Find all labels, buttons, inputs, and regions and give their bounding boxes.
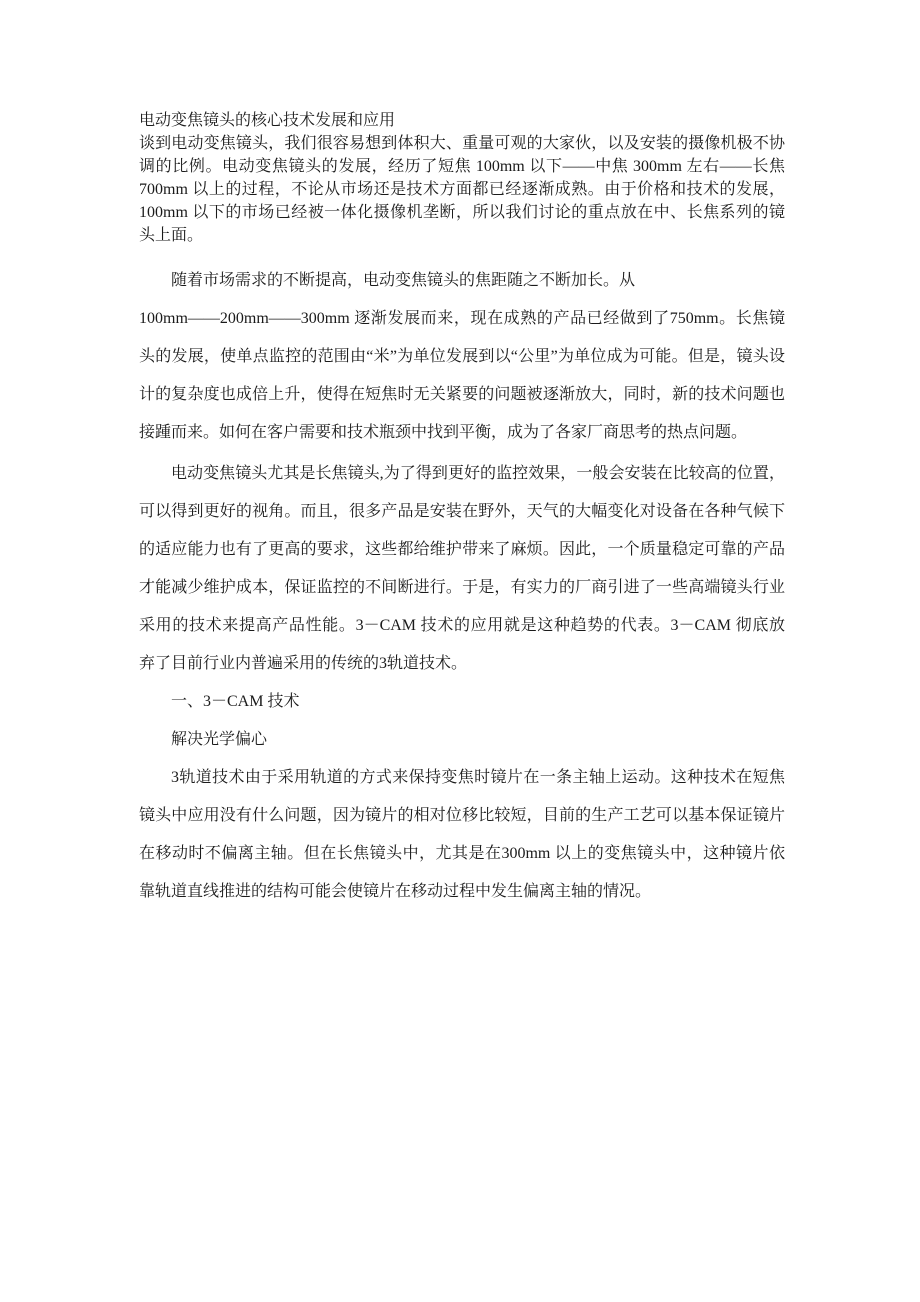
- document-title: 电动变焦镜头的核心技术发展和应用: [139, 112, 396, 129]
- heading: [139, 721, 785, 759]
- text-line: 的适应能力也有了更高的要求，这些都给维护带来了麻烦。因此，一个质量稳定可靠的产品: [139, 541, 785, 558]
- text-line: 电动变焦镜头尤其是长焦镜头,为了得到更好的监控效果，一般会安装在比较高的位置，: [171, 465, 785, 482]
- text-line: 100mm 以下的市场已经被一体化摄像机垄断，所以我们讨论的重点放在中、长焦系列的镜: [139, 204, 785, 221]
- text-line: 700mm 以上的过程，不论从市场还是技术方面都已经逐渐成熟。由于价格和技术的发展，: [139, 181, 785, 198]
- paragraph: [139, 132, 785, 247]
- text-line: 才能减少维护成本，保证监控的不间断进行。于是，有实力的厂商引进了一些高端镜头行业: [139, 579, 785, 596]
- text-line: 3轨道技术由于采用轨道的方式来保持变焦时镜片在一条主轴上运动。这种技术在短焦: [171, 769, 785, 786]
- text-line: 计的复杂度也成倍上升，使得在短焦时无关紧要的问题被逐渐放大，同时，新的技术问题也: [139, 386, 785, 403]
- text-line: 一、3－CAM 技术: [171, 693, 300, 710]
- paragraph: [139, 759, 785, 911]
- paragraph: [139, 262, 785, 452]
- text-line: 头的发展，使单点监控的范围由“米”为单位发展到以“公里”为单位成为可能。但是，镜头设: [139, 348, 785, 365]
- text-line: 调的比例。电动变焦镜头的发展，经历了短焦 100mm 以下——中焦 300mm 左右——长焦: [139, 158, 785, 175]
- heading: [139, 683, 785, 721]
- text-line: 头上面。: [139, 227, 204, 244]
- text-line: 可以得到更好的视角。而且，很多产品是安装在野外，天气的大幅变化对设备在各种气候下: [139, 503, 785, 520]
- text-line: 弃了目前行业内普遍采用的传统的3轨道技术。: [139, 655, 468, 672]
- text-line: 100mm——200mm——300mm 逐渐发展而来，现在成熟的产品已经做到了750mm。长焦镜: [139, 310, 785, 327]
- text-line: 谈到电动变焦镜头，我们很容易想到体积大、重量可观的大家伙，以及安装的摄像机极不协: [139, 135, 785, 152]
- document-body: [139, 132, 785, 911]
- text-line: 采用的技术来提高产品性能。3－CAM 技术的应用就是这种趋势的代表。3－CAM 彻底放: [139, 617, 785, 634]
- text-line: 随着市场需求的不断提高，电动变焦镜头的焦距随之不断加长。从: [171, 272, 636, 289]
- text-line: 在移动时不偏离主轴。但在长焦镜头中，尤其是在300mm 以上的变焦镜头中，这种镜片依: [139, 845, 785, 862]
- text-line: 靠轨道直线推进的结构可能会使镜片在移动过程中发生偏离主轴的情况。: [139, 883, 652, 900]
- text-line: 解决光学偏心: [171, 731, 268, 748]
- paragraph: [139, 455, 785, 683]
- document-content: [139, 109, 785, 911]
- text-line: 镜头中应用没有什么问题，因为镜片的相对位移比较短，目前的生产工艺可以基本保证镜片: [139, 807, 785, 824]
- text-line: 接踵而来。如何在客户需要和技术瓶颈中找到平衡，成为了各家厂商思考的热点问题。: [139, 424, 748, 441]
